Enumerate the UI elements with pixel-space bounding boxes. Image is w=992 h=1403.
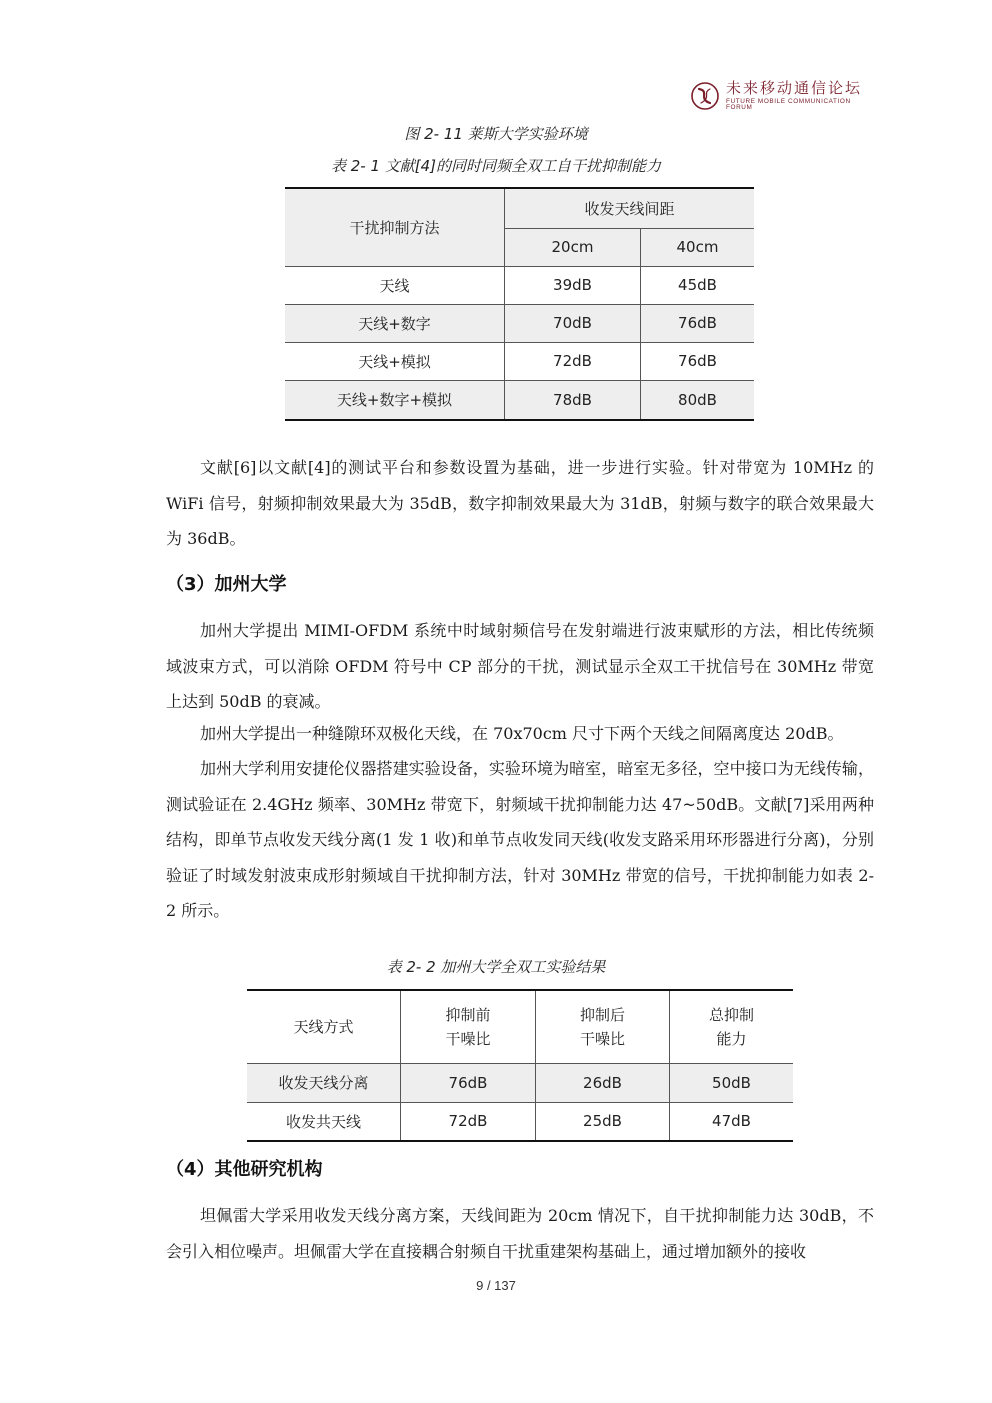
table-row <box>247 1102 793 1141</box>
table1-cell-method: 天线+模拟 <box>285 342 505 380</box>
paragraph: 加州大学提出 MIMI-OFDM 系统中时域射频信号在发射端进行波束赋形的方法，相比传统频域波束方式，可以消除 OFDM 符号中 CP 部分的干扰，测试显示全双工干扰信号在 30MHz 带宽上达到 50dB 的衰减。 <box>166 621 874 711</box>
table2-cell: 25dB <box>536 1102 670 1141</box>
paragraph: 加州大学提出一种缝隙环双极化天线，在 70x70cm 尺寸下两个天线之间隔离度达 20dB。 <box>200 724 844 743</box>
table-row <box>285 266 754 304</box>
table1-cell-method: 天线+数字+模拟 <box>285 380 505 420</box>
table2-cell-mode: 收发天线分离 <box>247 1063 401 1102</box>
table2-cell: 76dB <box>401 1063 536 1102</box>
table1-header-group: 收发天线间距 <box>505 188 755 228</box>
table1-cell: 45dB <box>641 266 755 304</box>
table1-cell: 76dB <box>641 304 755 342</box>
table1-cell-method: 天线+数字 <box>285 304 505 342</box>
paragraph: 文献[6]以文献[4]的测试平台和参数设置为基础，进一步进行实验。针对带宽为 10MHz 的 WiFi 信号，射频抑制效果最大为 35dB，数字抑制效果最大为 31dB，射频与数字的联合效果最大为 36dB。 <box>166 458 874 548</box>
table2-header: 总抑制 能力 <box>670 990 794 1063</box>
table2 <box>247 989 793 1142</box>
table1-cell-method: 天线 <box>285 266 505 304</box>
page-number: 9 / 137 <box>476 1278 516 1293</box>
table1-cell: 39dB <box>505 266 641 304</box>
table1-cell: 78dB <box>505 380 641 420</box>
table2-cell: 26dB <box>536 1063 670 1102</box>
section-heading: （4）其他研究机构 <box>166 1159 323 1180</box>
forum-logo-icon <box>690 81 720 111</box>
table2-header: 天线方式 <box>247 990 401 1063</box>
table2-cell-mode: 收发共天线 <box>247 1102 401 1141</box>
table-row <box>285 342 754 380</box>
logo-chinese-text: 未来移动通信论坛 <box>726 78 863 97</box>
forum-logo <box>690 78 870 114</box>
figure-caption: 图 2- 11 莱斯大学实验环境 <box>404 125 588 143</box>
table2-header: 抑制后 干噪比 <box>536 990 670 1063</box>
table2-cell: 72dB <box>401 1102 536 1141</box>
table1-cell: 76dB <box>641 342 755 380</box>
table2-cell: 50dB <box>670 1063 794 1102</box>
table2-header: 抑制前 干噪比 <box>401 990 536 1063</box>
table1-cell: 72dB <box>505 342 641 380</box>
table-row <box>285 304 754 342</box>
section-heading: （3）加州大学 <box>166 574 287 595</box>
table1-subheader: 20cm <box>505 228 641 266</box>
table-row <box>247 1063 793 1102</box>
table2-caption: 表 2- 2 加州大学全双工实验结果 <box>386 958 606 976</box>
table1-subheader: 40cm <box>641 228 755 266</box>
table1-header-method: 干扰抑制方法 <box>285 188 505 266</box>
table-row <box>285 380 754 420</box>
table2-cell: 47dB <box>670 1102 794 1141</box>
table1 <box>285 187 754 421</box>
table1-cell: 70dB <box>505 304 641 342</box>
table1-caption: 表 2- 1 文献[4]的同时同频全双工自干扰抑制能力 <box>330 157 662 175</box>
paragraph: 坦佩雷大学采用收发天线分离方案，天线间距为 20cm 情况下，自干扰抑制能力达 30dB，不会引入相位噪声。坦佩雷大学在直接耦合射频自干扰重建架构基础上，通过增加额外的接收 <box>166 1206 874 1261</box>
logo-english-text: FUTURE MOBILE COMMUNICATION FORUM <box>726 97 851 111</box>
paragraph: 加州大学利用安捷伦仪器搭建实验设备，实验环境为暗室，暗室无多径，空中接口为无线传输，测试验证在 2.4GHz 频率、30MHz 带宽下，射频域干扰抑制能力达 47~50dB。文献[7]采用两种结构，即单节点收发天线分离(1 发 1 收)和单节点收发同天线(收发支路采用环形器进行分离)，分别验证了时域发射波束成形射频域自干扰抑制方法，针对 30MHz 带宽的信号，干扰抑制能力如表 2- 2 所示。 <box>166 759 874 920</box>
table1-cell: 80dB <box>641 380 755 420</box>
